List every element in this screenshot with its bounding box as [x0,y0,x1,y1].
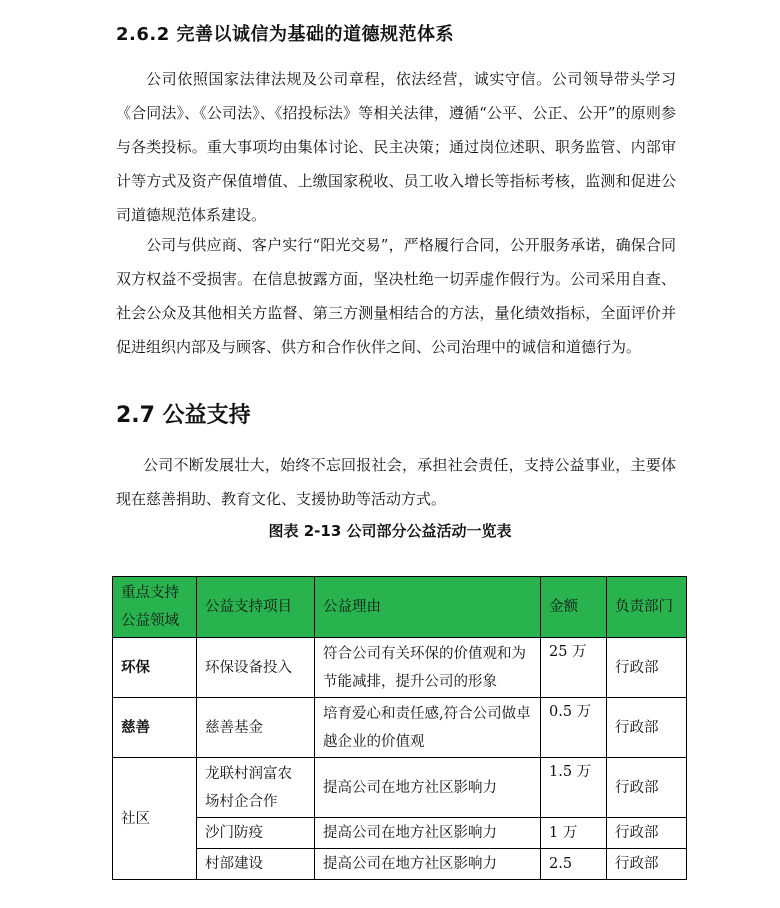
cell-dept: 行政部 [607,698,687,758]
cell-project: 环保设备投入 [197,638,315,698]
header-project: 公益支持项目 [197,577,315,638]
paragraph-ethics-1: 公司依照国家法律法规及公司章程，依法经营，诚实守信。公司领导带头学习《合同法》、《公司法》、《招投标法》等相关法律，遵循“公平、公正、公开”的原则参与各类投标。重大事项均由集体讨论、民主决策；通过岗位述职、职务监管、内部审计等方式及资产保值增值、上缴国家税收、员工收入增长等指标考核，监测和促进公司道德规范体系建设。 [116,70,676,224]
cell-dept: 行政部 [607,818,687,849]
paragraph-ethics-2: 公司与供应商、客户实行“阳光交易”，严格履行合同，公开服务承诺，确保合同双方权益不受损害。在信息披露方面，坚决杜绝一切弄虚作假行为。公司采用自查、社会公众及其他相关方监督、第三方测量相结合的方法，量化绩效指标，全面评价并促进组织内部及与顾客、供方和合作伙伴之间、公司治理中的诚信和道德行为。 [116,236,676,356]
cell-amount: 2.5 [541,849,607,880]
table-caption: 图表 2-13 公司部分公益活动一览表 [268,522,512,540]
table-row [113,818,687,849]
cell-area: 环保 [113,638,197,698]
paragraph-public-welfare: 公司不断发展壮大，始终不忘回报社会，承担社会责任，支持公益事业，主要体现在慈善捐助、教育文化、支援协助等活动方式。 [116,456,676,508]
section-heading-2-6-2: 2.6.2 完善以诚信为基础的道德规范体系 [116,24,455,45]
cell-reason: 提高公司在地方社区影响力 [315,758,541,818]
header-amount: 金额 [541,577,607,638]
cell-amount: 1.5 万 [541,758,607,818]
header-reason: 公益理由 [315,577,541,638]
cell-dept: 行政部 [607,849,687,880]
cell-amount: 25 万 [541,638,607,698]
public-welfare-table [112,576,687,880]
cell-project: 村部建设 [197,849,315,880]
header-area: 重点支持公益领域 [113,577,197,638]
table-row [113,638,687,698]
table-row [113,758,687,818]
cell-area: 慈善 [113,698,197,758]
cell-amount: 1 万 [541,818,607,849]
cell-amount: 0.5 万 [541,698,607,758]
cell-reason: 提高公司在地方社区影响力 [315,818,541,849]
cell-project: 慈善基金 [197,698,315,758]
section-heading-2-7: 2.7 公益支持 [116,403,251,428]
cell-reason: 提高公司在地方社区影响力 [315,849,541,880]
cell-reason: 符合公司有关环保的价值观和为节能减排，提升公司的形象 [315,638,541,698]
header-dept: 负责部门 [607,577,687,638]
cell-reason: 培育爱心和责任感,符合公司做卓越企业的价值观 [315,698,541,758]
table-row [113,849,687,880]
cell-project: 龙联村润富农场村企合作 [197,758,315,818]
cell-dept: 行政部 [607,638,687,698]
table-row [113,698,687,758]
cell-dept: 行政部 [607,758,687,818]
cell-area: 社区 [113,758,197,880]
cell-project: 沙门防疫 [197,818,315,849]
table-header-row [113,577,687,638]
